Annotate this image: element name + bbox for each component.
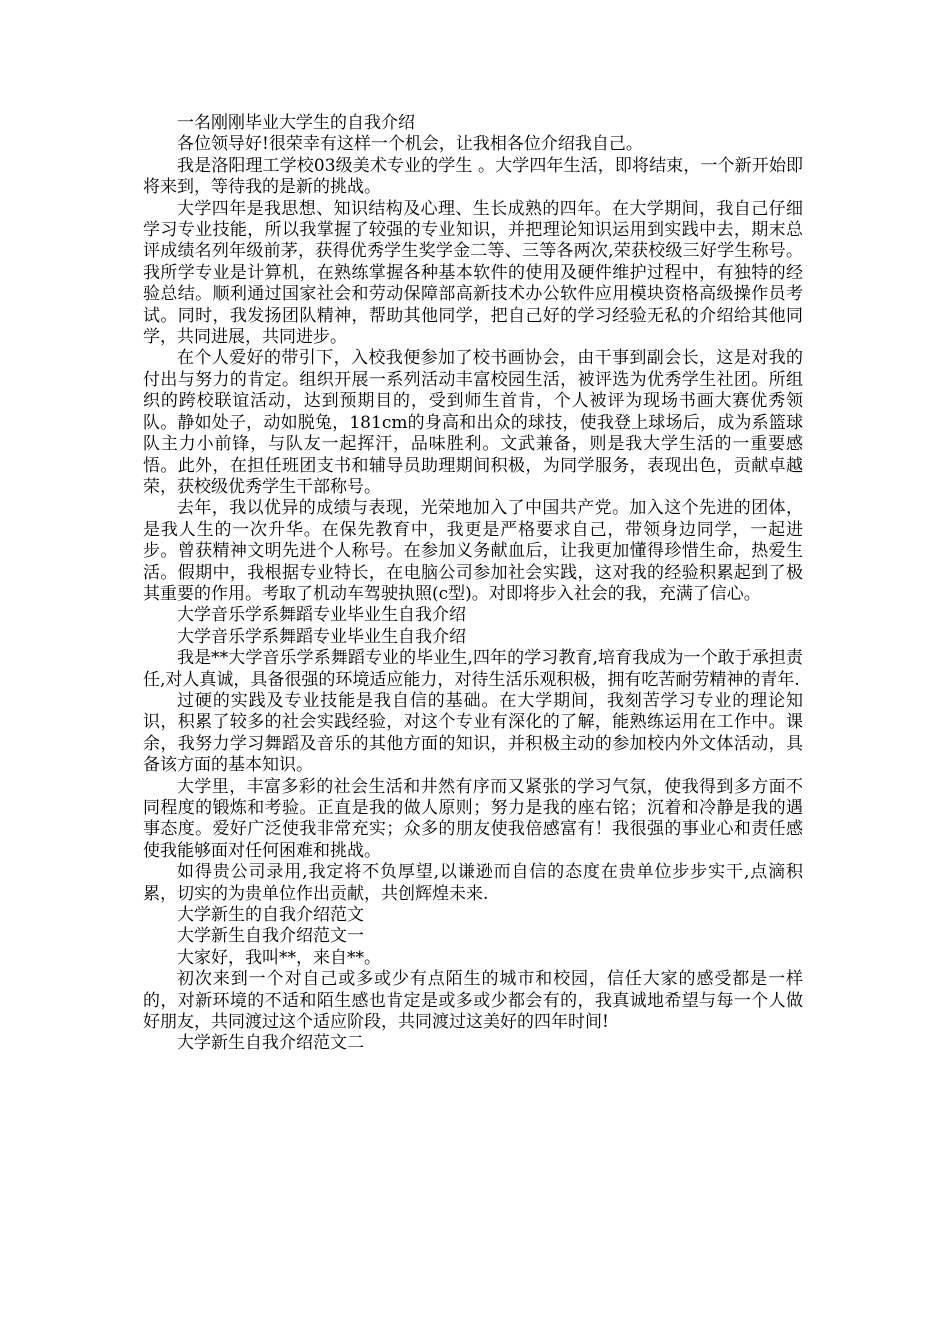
section-heading: 大学新生的自我介绍范文 bbox=[177, 905, 364, 926]
section-heading: 大学音乐学系舞蹈专业毕业生自我介绍 bbox=[177, 626, 466, 647]
section-heading: 大学新生自我介绍范文一 bbox=[177, 926, 364, 947]
paragraph: 各位领导好!很荣幸有这样一个机会，让我相各位介绍我自己。 bbox=[177, 134, 643, 155]
paragraph: 在个人爱好的带引下，入校我便参加了校书画协会，由干事到副会长，这是对我的付出与努力的肯定。组织开展一系列活动丰富校园生活，被评选为优秀学生社团。所组织的跨校联谊活动，达到预期目的，受到师生首肯，个人被评为现场书画大赛优秀领队。静如处子，动如脱兔，181cm的身高和出众的球技，使我登上球场后，成为系篮球队主力小前锋，与队友一起挥汗，品味胜利。文武兼备，则是我大学生活的一重要感悟。此外，在担任班团支书和辅导员助理期间积极，为同学服务，表现出色，贡献卓越荣，获校级优秀学生干部称号。 bbox=[143, 348, 803, 497]
paragraph: 大学里，丰富多彩的社会生活和井然有序而又紧张的学习气氛，使我得到多方面不同程度的锻炼和考验。正直是我的做人原则；努力是我的座右铭；沉着和冷静是我的遇事态度。爱好广泛使我非常充实；众多的朋友使我倍感富有！我很强的事业心和责任感使我能够面对任何困难和挑战。 bbox=[143, 776, 803, 861]
paragraph: 大学四年是我思想、知识结构及心理、生长成熟的四年。在大学期间，我自己仔细学习专业技能，所以我掌握了较强的专业知识，并把理论知识运用到实践中去，期末总评成绩名列年级前茅，获得优秀学生奖学金二等、三等各两次,荣获校级三好学生称号。我所学专业是计算机，在熟练掌握各种基本软件的使用及硬件维护过程中，有独特的经验总结。顺利通过国家社会和劳动保障部高新技术办公软件应用模块资格高级操作员考试。同时，我发扬团队精神，帮助其他同学，把自己好的学习经验无私的介绍给其他同学，共同进展，共同进步。 bbox=[143, 198, 803, 348]
section-heading: 大学音乐学系舞蹈专业毕业生自我介绍 bbox=[177, 605, 466, 626]
document-body bbox=[143, 113, 803, 1055]
paragraph: 过硬的实践及专业技能是我自信的基础。在大学期间，我刻苦学习专业的理论知识，积累了较多的社会实践经验，对这个专业有深化的了解，能熟练运用在工作中。课余，我努力学习舞蹈及音乐的其他方面的知识，并积极主动的参加校内外文体活动，具备该方面的基本知识。 bbox=[143, 690, 803, 776]
paragraph: 如得贵公司录用,我定将不负厚望,以谦逊而自信的态度在贵单位步步实干,点滴积累，切实的为贵单位作出贡献，共创辉煌未来. bbox=[143, 862, 803, 904]
paragraph: 我是洛阳理工学校03级美术专业的学生 。大学四年生活，即将结束，一个新开始即将来到，等待我的是新的挑战。 bbox=[143, 155, 803, 198]
paragraph: 去年，我以优异的成绩与表现，光荣地加入了中国共产党。加入这个先进的团体，是我人生的一次升华。在保先教育中，我更是严格要求自己，带领身边同学，一起进步。曾获精神文明先进个人称号。在参加义务献血后，让我更加懂得珍惜生命，热爱生活。假期中，我根据专业特长，在电脑公司参加社会实践，这对我的经验积累起到了极其重要的作用。考取了机动车驾驶执照(c型)。对即将步入社会的我，充满了信心。 bbox=[143, 498, 803, 604]
document-title: 一名刚刚毕业大学生的自我介绍 bbox=[177, 113, 415, 133]
paragraph: 大家好，我叫**，来自**。 bbox=[177, 947, 381, 968]
paragraph: 初次来到一个对自己或多或少有点陌生的城市和校园，信任大家的感受都是一样的，对新环境的不适和陌生感也肯定是或多或少都会有的，我真诚地希望与每一个人做好朋友，共同渡过这个适应阶段，共同渡过这美好的四年时间! bbox=[143, 969, 803, 1033]
section-heading: 大学新生自我介绍范文二 bbox=[177, 1033, 364, 1054]
paragraph: 我是**大学音乐学系舞蹈专业的毕业生,四年的学习教育,培育我成为一个敢于承担责任,对人真诚，具备很强的环境适应能力，对待生活乐观积极，拥有吃苦耐劳精神的青年. bbox=[143, 648, 803, 690]
